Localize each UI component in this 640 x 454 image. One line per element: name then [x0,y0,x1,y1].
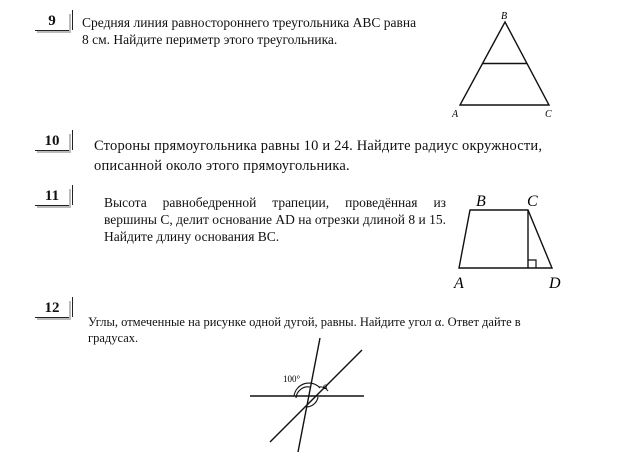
problem-number-10: 10 [35,132,69,151]
trapezoid-figure [440,188,580,298]
problem-11-text: Высота равнобедренной трапеции, проведённая из вершины C, делит основание AD на отрезки длиной 8 и 15. Найдите длину основания BC. [104,195,446,244]
equilateral-triangle-figure [440,10,570,125]
vertex-label-a: A [452,109,459,120]
vertex-label-a: A [454,275,464,292]
vertex-label-c: C [527,193,538,210]
problem-10-text: Стороны прямоугольника равны 10 и 24. Найдите радиус окружности, описанной около этого прямоугольника. [94,138,543,174]
problem-number-11: 11 [35,187,69,206]
problem-number-12: 12 [35,299,69,318]
vertex-label-b: B [476,193,486,210]
vertex-label-d: D [549,275,561,292]
angle-label-alpha: α [323,381,328,391]
trapezoid-abcd [459,210,552,268]
angle-label-100: 100° [283,374,301,384]
vertex-label-b: B [501,11,508,22]
problem-number-9: 9 [35,12,69,31]
problem-9-text: Средняя линия равностороннего треугольника ABC равна 8 см. Найдите периметр этого треугольника. [82,15,417,47]
vertex-label-c: C [545,109,552,120]
angle-arc-100 [294,383,320,396]
problem-12-text: Углы, отмеченные на рисунке одной дугой, равны. Найдите угол α. Ответ дайте в градусах. [88,315,521,345]
right-angle-mark [528,260,536,268]
angles-figure [250,338,375,454]
